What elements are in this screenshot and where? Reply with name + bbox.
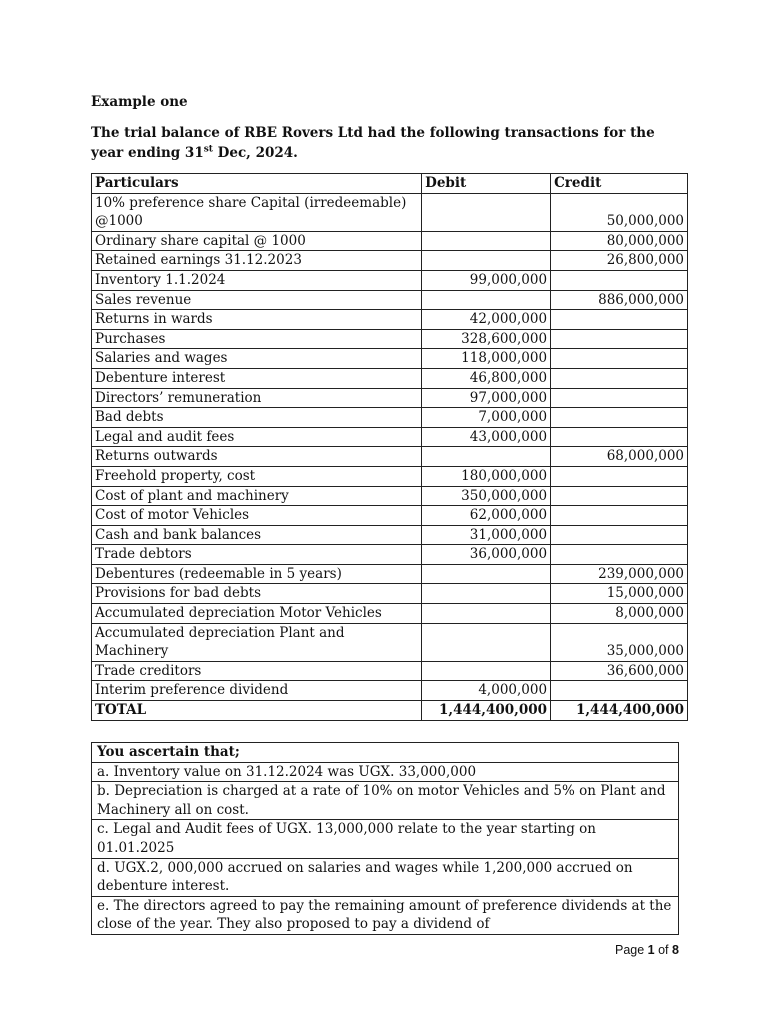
- note-text: d. UGX.2, 000,000 accrued on salaries and wages while 1,200,000 accrued on debenture interest.: [92, 858, 679, 896]
- row-credit: 239,000,000: [551, 564, 688, 584]
- page-prefix: Page: [615, 943, 648, 957]
- row-credit: 36,600,000: [551, 661, 688, 681]
- table-header-row: [92, 174, 688, 194]
- total-debit: 1,444,400,000: [422, 701, 551, 721]
- row-particulars: Sales revenue: [92, 290, 422, 310]
- note-row: [92, 820, 679, 858]
- table-row: [92, 290, 688, 310]
- trial-balance-table: [91, 173, 688, 721]
- row-debit: 7,000,000: [422, 408, 551, 428]
- row-particulars: 10% preference share Capital (irredeemable) @1000: [92, 193, 422, 231]
- row-debit: 31,000,000: [422, 525, 551, 545]
- row-credit: 68,000,000: [551, 447, 688, 467]
- row-credit: [551, 329, 688, 349]
- row-debit: 62,000,000: [422, 506, 551, 526]
- row-particulars: Accumulated depreciation Motor Vehicles: [92, 604, 422, 624]
- row-particulars: Interim preference dividend: [92, 681, 422, 701]
- table-row: [92, 466, 688, 486]
- row-particulars: Provisions for bad debts: [92, 584, 422, 604]
- table-row: [92, 545, 688, 565]
- row-debit: [422, 604, 551, 624]
- table-row: [92, 329, 688, 349]
- row-debit: 43,000,000: [422, 427, 551, 447]
- row-particulars: Accumulated depreciation Plant and Machinery: [92, 623, 422, 661]
- row-credit: [551, 368, 688, 388]
- table-row: [92, 506, 688, 526]
- row-particulars: Retained earnings 31.12.2023: [92, 251, 422, 271]
- row-credit: 80,000,000: [551, 231, 688, 251]
- row-particulars: Trade debtors: [92, 545, 422, 565]
- row-particulars: Inventory 1.1.2024: [92, 270, 422, 290]
- row-credit: [551, 388, 688, 408]
- row-debit: [422, 251, 551, 271]
- table-row: [92, 681, 688, 701]
- notes-title: You ascertain that;: [92, 743, 679, 763]
- total-row: [92, 701, 688, 721]
- row-debit: [422, 231, 551, 251]
- row-debit: 180,000,000: [422, 466, 551, 486]
- row-debit: [422, 661, 551, 681]
- table-row: [92, 270, 688, 290]
- note-row: [92, 762, 679, 782]
- row-credit: [551, 408, 688, 428]
- table-row: [92, 388, 688, 408]
- row-particulars: Cost of motor Vehicles: [92, 506, 422, 526]
- row-debit: [422, 584, 551, 604]
- row-debit: [422, 623, 551, 661]
- example-heading: Example one: [91, 94, 188, 110]
- notes-table: [91, 742, 679, 935]
- row-particulars: Trade creditors: [92, 661, 422, 681]
- row-credit: [551, 310, 688, 330]
- table-row: [92, 661, 688, 681]
- row-credit: 15,000,000: [551, 584, 688, 604]
- table-row: [92, 193, 688, 231]
- row-particulars: Purchases: [92, 329, 422, 349]
- page-current: 1: [647, 943, 655, 957]
- note-row: [92, 782, 679, 820]
- row-particulars: Debentures (redeemable in 5 years): [92, 564, 422, 584]
- header-credit: Credit: [551, 174, 688, 194]
- table-row: [92, 231, 688, 251]
- row-credit: [551, 506, 688, 526]
- row-debit: 118,000,000: [422, 349, 551, 369]
- notes-header-row: [92, 743, 679, 763]
- row-particulars: Bad debts: [92, 408, 422, 428]
- row-debit: [422, 290, 551, 310]
- table-row: [92, 525, 688, 545]
- note-text: c. Legal and Audit fees of UGX. 13,000,000 relate to the year starting on 01.01.2025: [92, 820, 679, 858]
- row-debit: 328,600,000: [422, 329, 551, 349]
- header-particulars: Particulars: [92, 174, 422, 194]
- row-credit: 886,000,000: [551, 290, 688, 310]
- row-particulars: Cost of plant and machinery: [92, 486, 422, 506]
- row-debit: 46,800,000: [422, 368, 551, 388]
- row-credit: [551, 681, 688, 701]
- note-text: b. Depreciation is charged at a rate of 10% on motor Vehicles and 5% on Plant and Machinery all on cost.: [92, 782, 679, 820]
- row-debit: [422, 447, 551, 467]
- row-credit: [551, 270, 688, 290]
- row-credit: 26,800,000: [551, 251, 688, 271]
- page-number: [615, 943, 679, 957]
- table-row: [92, 486, 688, 506]
- table-row: [92, 251, 688, 271]
- table-row: [92, 623, 688, 661]
- row-credit: [551, 525, 688, 545]
- row-particulars: Legal and audit fees: [92, 427, 422, 447]
- total-label: TOTAL: [92, 701, 422, 721]
- row-particulars: Cash and bank balances: [92, 525, 422, 545]
- note-row: [92, 858, 679, 896]
- table-row: [92, 427, 688, 447]
- page-total: 8: [672, 943, 679, 957]
- row-particulars: Ordinary share capital @ 1000: [92, 231, 422, 251]
- date-suffix: st: [203, 144, 213, 155]
- row-debit: 97,000,000: [422, 388, 551, 408]
- row-particulars: Freehold property, cost: [92, 466, 422, 486]
- row-debit: 99,000,000: [422, 270, 551, 290]
- row-credit: [551, 427, 688, 447]
- row-credit: 8,000,000: [551, 604, 688, 624]
- row-credit: [551, 466, 688, 486]
- table-row: [92, 408, 688, 428]
- row-debit: 42,000,000: [422, 310, 551, 330]
- row-credit: [551, 486, 688, 506]
- header-debit: Debit: [422, 174, 551, 194]
- row-debit: [422, 564, 551, 584]
- total-credit: 1,444,400,000: [551, 701, 688, 721]
- note-text: a. Inventory value on 31.12.2024 was UGX. 33,000,000: [92, 762, 679, 782]
- row-debit: 350,000,000: [422, 486, 551, 506]
- row-particulars: Debenture interest: [92, 368, 422, 388]
- table-row: [92, 584, 688, 604]
- table-row: [92, 368, 688, 388]
- row-credit: [551, 545, 688, 565]
- row-particulars: Directors’ remuneration: [92, 388, 422, 408]
- page-of: of: [654, 943, 672, 957]
- table-row: [92, 604, 688, 624]
- question-date: Dec, 2024.: [212, 145, 298, 161]
- question-text: The trial balance of RBE Rovers Ltd had the following transactions for the year ending 31: [91, 125, 655, 161]
- table-row: [92, 349, 688, 369]
- row-debit: [422, 193, 551, 231]
- row-credit: [551, 349, 688, 369]
- question-heading: [91, 123, 691, 163]
- table-row: [92, 310, 688, 330]
- row-debit: 4,000,000: [422, 681, 551, 701]
- row-credit: 35,000,000: [551, 623, 688, 661]
- row-particulars: Returns outwards: [92, 447, 422, 467]
- row-particulars: Returns in wards: [92, 310, 422, 330]
- row-particulars: Salaries and wages: [92, 349, 422, 369]
- note-text: e. The directors agreed to pay the remaining amount of preference dividends at the close of the year. They also proposed to pay a dividend of: [92, 896, 679, 934]
- row-debit: 36,000,000: [422, 545, 551, 565]
- table-row: [92, 564, 688, 584]
- note-row: [92, 896, 679, 934]
- table-row: [92, 447, 688, 467]
- row-credit: 50,000,000: [551, 193, 688, 231]
